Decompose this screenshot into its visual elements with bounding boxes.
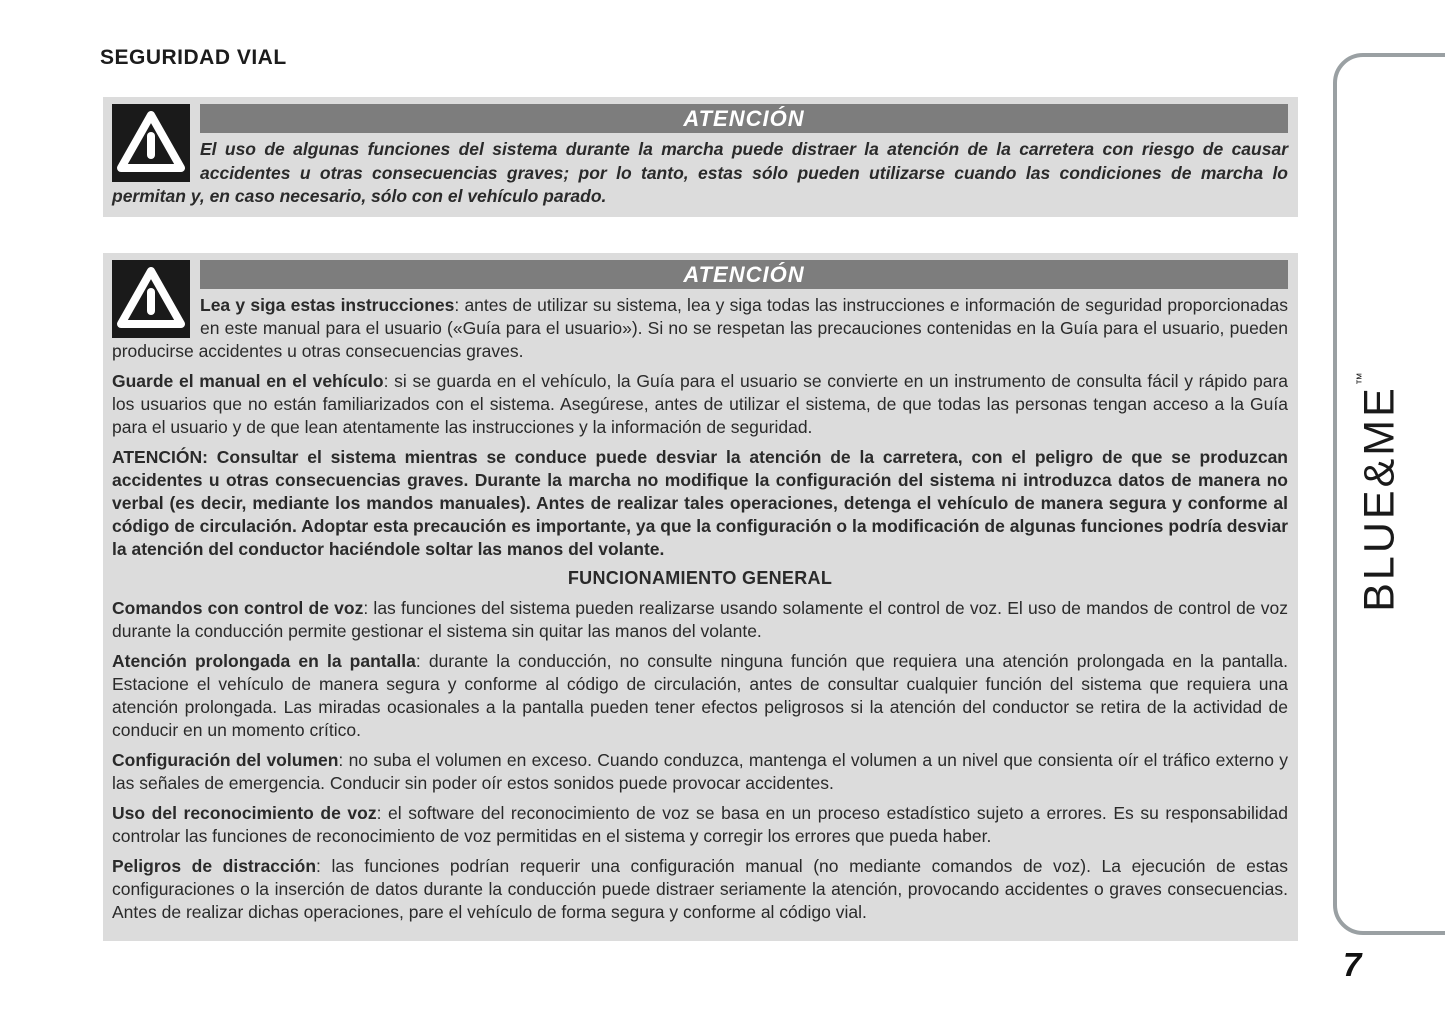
warning-paragraph xyxy=(112,855,1288,924)
paragraph-text: : durante la conducción, no consulte ninguna función que requiera una atención prolongada en la pantalla. Estacione el vehículo de manera segura y conforme al código de circulación, antes de consultar cualquier función del sistema que requiera una atención prolongada. Las miradas ocasionales a la pantalla pueden tener efectos peligrosos si la atención del conductor se retira de la actividad de conducir en un momento crítico. xyxy=(112,651,1289,740)
warning-triangle-icon xyxy=(112,260,190,338)
page-title: SEGURIDAD VIAL xyxy=(100,46,287,69)
warning-paragraph xyxy=(112,749,1288,795)
attention-header-bar xyxy=(200,104,1288,133)
warning-paragraph xyxy=(112,802,1288,848)
paragraph-text: : el software del reconocimiento de voz se basa en un proceso estadístico sujeto a errores. Es su responsabilidad controlar las funciones de reconocimiento de voz permitidas en el sistema y corregir los errores que pueda haber. xyxy=(112,803,1288,846)
warning-paragraph xyxy=(112,597,1288,643)
warning-box-1 xyxy=(103,97,1298,217)
paragraph-lead: Lea y siga estas instrucciones xyxy=(200,295,455,315)
attention-header-label: ATENCIÓN xyxy=(683,106,805,131)
attention-header-label: ATENCIÓN xyxy=(683,262,805,287)
paragraph-text: : las funciones del sistema pueden realizarse usando solamente el control de voz. El uso de mandos de control de voz durante la conducción permite gestionar el sistema sin quitar las manos del volante. xyxy=(112,598,1288,641)
section-heading: FUNCIONAMIENTO GENERAL xyxy=(567,568,833,588)
paragraph-lead: Guarde el manual en el vehículo xyxy=(112,371,384,391)
paragraph-lead: Configuración del volumen xyxy=(112,750,339,770)
warning-paragraph xyxy=(112,446,1288,561)
trademark-symbol: ™ xyxy=(1353,372,1369,386)
paragraph-lead: Comandos con control de voz xyxy=(112,598,364,618)
paragraph-text: : antes de utilizar su sistema, lea y siga todas las instrucciones e información de seguridad proporcionadas en este manual para el usuario («Guía para el usuario»). Si no se respetan las precauciones contenidas en la Guía para el usuario, pueden producirse accidentes u otras consecuencias graves. xyxy=(112,295,1288,361)
warning-paragraph xyxy=(112,294,1288,363)
attention-header-bar xyxy=(200,260,1288,289)
paragraph-text: : las funciones podrían requerir una configuración manual (no mediante comandos de voz). La ejecución de estas configuraciones o la inserción de datos durante la conducción puede distraer seriamente la atención, provocando accidentes o graves consecuencias. Antes de realizar dichas operaciones, pare el vehículo de forma segura y conforme al código vial. xyxy=(112,856,1288,922)
warning-paragraph xyxy=(112,650,1288,742)
paragraph-text: : no suba el volumen en exceso. Cuando conduzca, mantenga el volumen a un nivel que consienta oír el tráfico externo y las señales de emergencia. Conducir sin poder oír estos sonidos puede provocar accidentes. xyxy=(112,750,1288,793)
paragraph-lead: Uso del reconocimiento de voz xyxy=(112,803,377,823)
warning-box-2 xyxy=(103,253,1298,941)
paragraph-lead: Atención prolongada en la pantalla xyxy=(112,651,416,671)
paragraph-lead: Peligros de distracción xyxy=(112,856,317,876)
warning-triangle-icon xyxy=(112,104,190,182)
page-number: 7 xyxy=(1343,946,1362,983)
paragraph-text: : si se guarda en el vehículo, la Guía para el usuario se convierte en un instrumento de consulta fácil y rápido para los usuarios que no están familiarizados con el sistema. Asegúrese, antes de utilizar el sistema, de que todas las personas tengan acceso a la Guía para el usuario y de que lean atentamente las instrucciones y la información de seguridad. xyxy=(112,371,1288,437)
paragraph-lead: ATENCIÓN: Consultar el sistema mientras se conduce puede desviar la atención de la carretera, con el peligro de que se produzcan accidentes u otras consecuencias graves. Durante la marcha no modifique la configuración del sistema ni introduzca datos de manera no verbal (es decir, mediante los mandos manuales). Antes de realizar tales operaciones, detenga el vehículo de manera segura y conforme al código de circulación. Adoptar esta precaución es importante, ya que la configuración o la modificación de algunas funciones podría desviar la atención del conductor haciéndole soltar las manos del volante. xyxy=(112,447,1288,559)
blueme-logo-text: BLUE&ME xyxy=(1355,385,1404,612)
blueme-logo xyxy=(1354,372,1405,612)
warning-box-1-text: El uso de algunas funciones del sistema durante la marcha puede distraer la atención de la carretera con riesgo de causar accidentes u otras consecuencias graves; por lo tanto, estas sólo pueden utilizarse cuando las condiciones de marcha lo permitan y, en caso necesario, sólo con el vehículo parado. xyxy=(112,139,1288,206)
warning-paragraph xyxy=(112,370,1288,439)
